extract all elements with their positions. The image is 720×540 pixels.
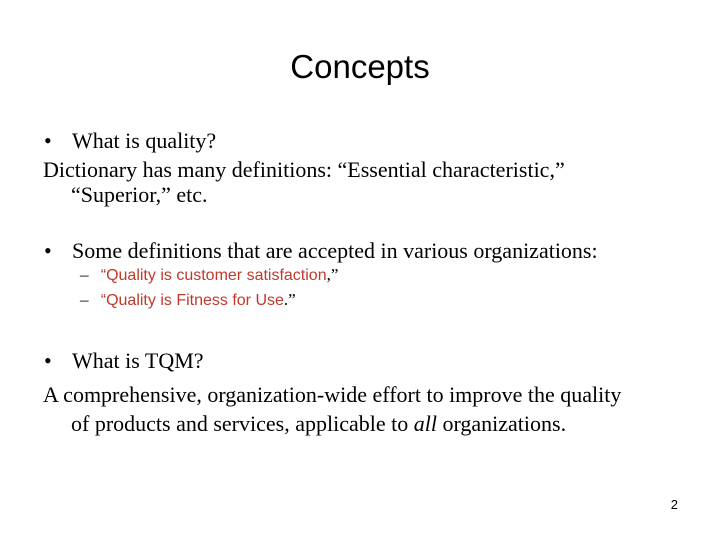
definition-close-quote: .” xyxy=(283,290,296,309)
question-what-is-tqm: What is TQM? xyxy=(72,348,204,373)
definition-text: Quality is Fitness for Use xyxy=(106,292,284,309)
dictionary-definitions-line1: Dictionary has many definitions: “Essential characteristic,” xyxy=(43,157,565,182)
tqm-line2-start: of products and services, applicable to xyxy=(71,411,414,436)
dash-marker: – xyxy=(80,265,89,284)
definition-open-quote: “ xyxy=(100,267,107,284)
bullet-what-is-quality: • xyxy=(44,128,52,153)
definitions-heading: Some definitions that are accepted in various organizations: xyxy=(72,238,598,263)
bullet-what-is-tqm: • xyxy=(44,348,52,373)
slide-title: Concepts xyxy=(290,48,430,85)
page-number: 2 xyxy=(670,497,678,512)
bullet-definitions: • xyxy=(44,238,52,263)
tqm-definition-line1: A comprehensive, organization-wide effort to improve the quality xyxy=(43,382,622,407)
emphasis-all: all xyxy=(413,411,437,436)
definition-open-quote: “ xyxy=(100,292,107,309)
tqm-line2-end: organizations. xyxy=(436,411,567,436)
dictionary-definitions-line2: “Superior,” etc. xyxy=(71,182,208,207)
question-what-is-quality: What is quality? xyxy=(72,128,217,153)
definition-item xyxy=(80,290,296,310)
definition-close-quote: ,” xyxy=(326,265,339,284)
definition-text: Quality is customer satisfaction xyxy=(106,267,327,284)
tqm-definition-line2 xyxy=(71,411,566,437)
definition-item xyxy=(80,265,338,285)
dash-marker: – xyxy=(80,290,89,309)
